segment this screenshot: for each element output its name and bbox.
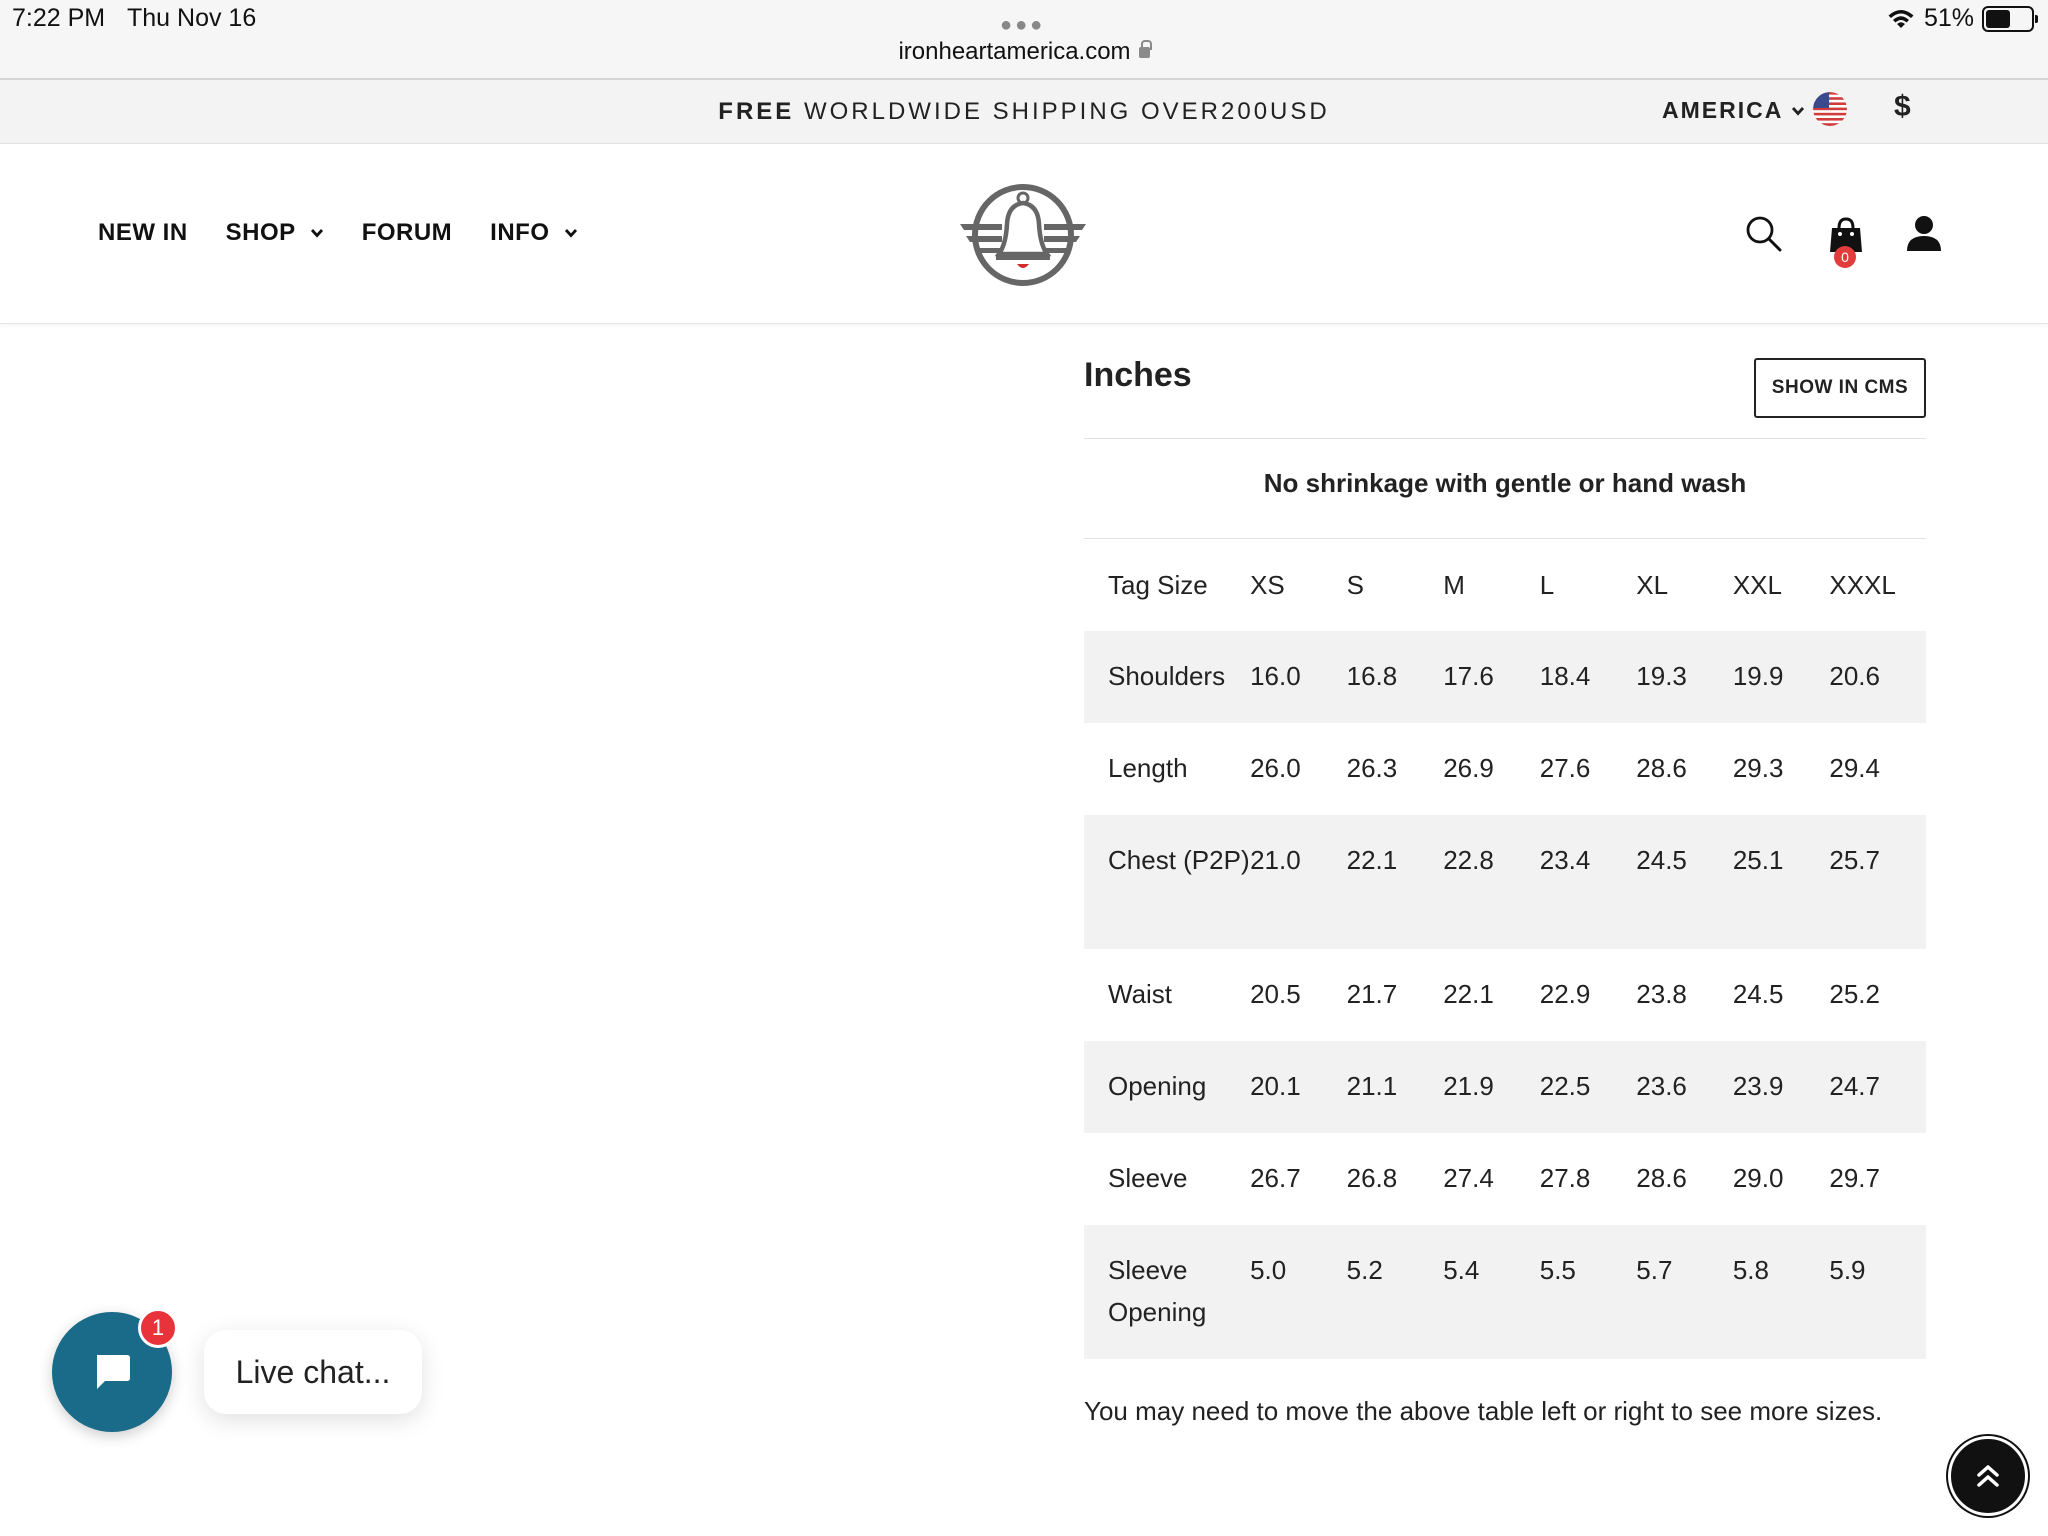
size-table[interactable] [1084, 539, 1926, 1359]
search-icon[interactable] [1744, 214, 1784, 254]
promo-bold: FREE [718, 98, 795, 125]
region-selector[interactable] [1662, 97, 1805, 124]
table-row [1084, 723, 1926, 815]
size-chart-title: Inches [1084, 356, 1192, 394]
table-cell: 24.5 [1732, 979, 1784, 1009]
table-cell: 21.0 [1250, 845, 1301, 875]
row-label: Length [1108, 753, 1188, 783]
table-cell: 28.6 [1636, 1163, 1687, 1193]
table-row [1084, 815, 1926, 949]
size-header: XL [1636, 569, 1669, 600]
nav-forum[interactable] [362, 219, 452, 247]
table-cell: 26.0 [1250, 753, 1301, 783]
chat-icon [91, 1351, 133, 1393]
status-indicators [1886, 4, 2034, 33]
table-cell: 5.2 [1346, 1255, 1383, 1285]
table-cell: 26.3 [1346, 753, 1398, 783]
row-label: Sleeve [1108, 1163, 1188, 1193]
table-cell: 25.7 [1829, 845, 1880, 875]
battery-percent: 51% [1923, 4, 1974, 32]
address-bar[interactable] [0, 38, 2048, 66]
table-cell: 29.7 [1829, 1163, 1880, 1193]
table-cell: 20.1 [1250, 1071, 1301, 1101]
cart-count-badge: 0 [1834, 246, 1856, 268]
chat-notification-badge: 1 [138, 1308, 178, 1348]
table-cell: 17.6 [1443, 661, 1494, 691]
table-cell: 5.8 [1732, 1255, 1769, 1285]
size-chart-note: No shrinkage with gentle or hand wash [1263, 468, 1747, 498]
table-cell: 27.6 [1539, 753, 1591, 783]
nav-shop-label: SHOP [225, 219, 296, 246]
nav-new-in[interactable] [98, 219, 188, 247]
size-header: XXL [1732, 569, 1782, 600]
table-row [1084, 1225, 1926, 1359]
row-label: Sleeve Opening [1108, 1255, 1207, 1327]
promo-rest: WORLDWIDE SHIPPING OVER200USD [794, 98, 1330, 125]
us-flag-icon[interactable] [1813, 92, 1847, 126]
table-cell: 27.4 [1443, 1163, 1494, 1193]
table-cell: 26.9 [1443, 753, 1494, 783]
table-cell: 26.8 [1346, 1163, 1398, 1193]
nav-info-label: INFO [490, 219, 550, 246]
table-scroll-hint: You may need to move the above table left or right to see more sizes. [1084, 1396, 1883, 1426]
status-time: 7:22 PM [12, 4, 106, 32]
table-cell: 22.1 [1443, 979, 1494, 1009]
url-text: ironheartamerica.com [898, 38, 1131, 65]
table-cell: 20.5 [1250, 979, 1301, 1009]
table-cell: 19.9 [1732, 661, 1784, 691]
promo-bar [0, 80, 2048, 144]
table-cell: 29.4 [1829, 753, 1880, 783]
table-cell: 5.0 [1250, 1255, 1287, 1285]
table-cell: 29.0 [1732, 1163, 1784, 1193]
row-label: Chest (P2P) [1108, 845, 1250, 875]
show-in-cms-button[interactable]: SHOW IN CMS [1754, 358, 1926, 418]
table-cell: 5.5 [1539, 1255, 1576, 1285]
wifi-icon [1886, 7, 1916, 31]
nav-new-in-label: NEW IN [98, 219, 188, 246]
table-cell: 23.9 [1732, 1071, 1784, 1101]
size-header: M [1443, 569, 1465, 600]
row-label: Waist [1108, 979, 1173, 1009]
table-cell: 5.4 [1443, 1255, 1480, 1285]
table-header-label: Tag Size [1108, 569, 1208, 600]
chevron-down-icon [1791, 104, 1805, 118]
back-to-top-button[interactable] [1948, 1436, 2028, 1516]
table-cell: 16.8 [1346, 661, 1398, 691]
table-cell: 25.1 [1732, 845, 1784, 875]
table-cell: 23.8 [1636, 979, 1687, 1009]
nav-forum-label: FORUM [361, 219, 453, 246]
table-header-row [1084, 539, 1926, 631]
live-chat-prompt[interactable]: Live chat... [204, 1330, 422, 1414]
site-header [0, 144, 2048, 324]
chevron-down-icon [564, 226, 578, 240]
table-cell: 28.6 [1636, 753, 1687, 783]
table-cell: 22.8 [1443, 845, 1494, 875]
size-header: XS [1250, 569, 1285, 600]
browser-status-bar [0, 0, 2048, 80]
table-cell: 22.1 [1346, 845, 1398, 875]
brand-logo[interactable] [952, 180, 1094, 290]
table-cell: 27.8 [1539, 1163, 1591, 1193]
row-label: Shoulders [1108, 661, 1226, 691]
size-header: XXXL [1829, 569, 1896, 600]
nav-shop[interactable] [226, 219, 324, 247]
table-cell: 19.3 [1636, 661, 1687, 691]
table-cell: 5.9 [1829, 1255, 1866, 1285]
table-cell: 21.9 [1443, 1071, 1494, 1101]
table-row [1084, 1133, 1926, 1225]
size-header: S [1346, 569, 1364, 600]
table-cell: 5.7 [1636, 1255, 1673, 1285]
table-row [1084, 949, 1926, 1041]
table-row [1084, 631, 1926, 723]
row-label: Opening [1108, 1071, 1207, 1101]
battery-icon [1982, 6, 2034, 32]
table-cell: 22.5 [1539, 1071, 1591, 1101]
table-row [1084, 1041, 1926, 1133]
lock-icon [1139, 47, 1150, 58]
table-cell: 26.7 [1250, 1163, 1301, 1193]
table-cell: 29.3 [1732, 753, 1784, 783]
table-cell: 20.6 [1829, 661, 1880, 691]
nav-info[interactable] [490, 219, 577, 247]
table-cell: 18.4 [1539, 661, 1591, 691]
table-cell: 16.0 [1250, 661, 1301, 691]
chevron-down-icon [310, 226, 324, 240]
table-cell: 21.1 [1346, 1071, 1398, 1101]
more-dots-icon[interactable]: ●●● [1000, 14, 1046, 36]
main-nav [98, 219, 578, 247]
status-date: Thu Nov 16 [127, 4, 257, 32]
currency-selector[interactable]: $ [1894, 90, 1911, 123]
size-header: L [1539, 569, 1555, 600]
table-cell: 25.2 [1829, 979, 1880, 1009]
table-cell: 24.5 [1636, 845, 1687, 875]
double-chevron-up-icon [1973, 1461, 2003, 1491]
table-cell: 22.9 [1539, 979, 1591, 1009]
user-icon[interactable] [1904, 214, 1944, 254]
region-label: AMERICA [1662, 97, 1784, 123]
divider [1084, 438, 1926, 439]
table-cell: 21.7 [1346, 979, 1398, 1009]
table-cell: 24.7 [1829, 1071, 1880, 1101]
table-cell: 23.6 [1636, 1071, 1687, 1101]
table-cell: 23.4 [1539, 845, 1591, 875]
